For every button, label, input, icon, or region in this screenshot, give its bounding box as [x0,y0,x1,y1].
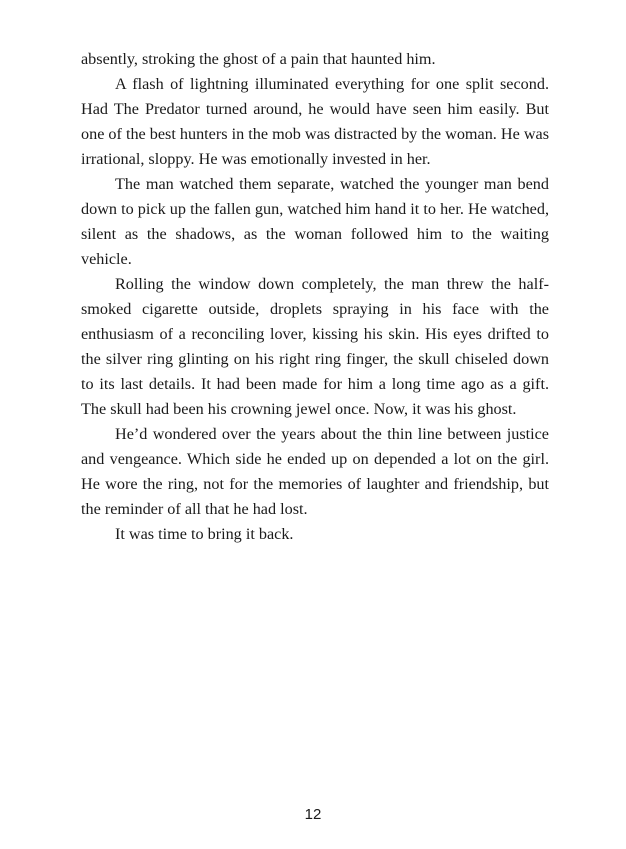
paragraph-justice: He’d wondered over the years about the thin line between justice and vengeance. Which side he ended up on depended a lot on the girl. He wore the ring, not for the memories of laughter and friendship, but the reminder of all that he had lost. [81,425,549,518]
paragraph-lightning: A flash of lightning illuminated everything for one split second. Had The Predator turned around, he would have seen him easily. But one of the best hunters in the mob was distracted by the woman. He was irrational, sloppy. He was emotionally invested in her. [81,75,549,168]
page-number: 12 [304,806,322,823]
paragraph-continuation: absently, stroking the ghost of a pain that haunted him. [81,50,436,68]
paragraph-bring-back: It was time to bring it back. [115,525,294,543]
paragraph-watched: The man watched them separate, watched the younger man bend down to pick up the fallen gun, watched him hand it to her. He watched, silent as the shadows, as the woman followed him to the waiting vehicle. [81,175,549,268]
paragraph-window: Rolling the window down completely, the man threw the half-smoked cigarette outside, droplets spraying in his face with the enthusiasm of a reconciling lover, kissing his skin. His eyes drifted to the silver ring glinting on his right ring finger, the skull chiseled down to its last details. It had been made for him a long time ago as a gift. The skull had been his crowning jewel once. Now, it was his ghost. [81,275,549,418]
body-text [81,47,549,547]
